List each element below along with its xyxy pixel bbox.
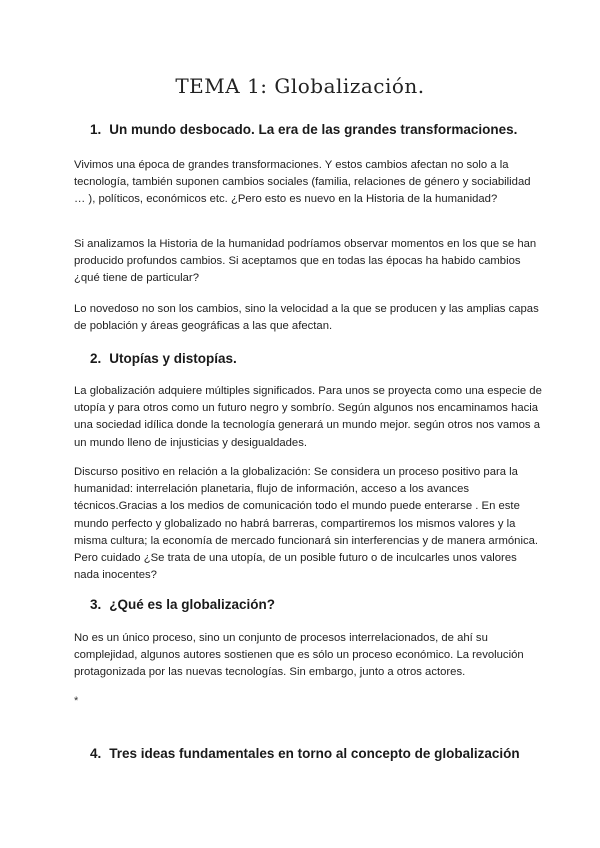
section-heading-1 (90, 122, 570, 137)
section-heading-3 (90, 597, 570, 612)
section-heading-2 (90, 351, 570, 366)
section-title: ¿Qué es la globalización? (109, 597, 276, 612)
paragraph: No es un único proceso, sino un conjunto de procesos interrelacionados, de ahí su complejidad, algunos autores sostienen que es sólo un proceso económico. La revolución protagonizada por las nuevas tecnologías. Sin embargo, junto a otros actores. (74, 632, 524, 679)
paragraph: Discurso positivo en relación a la globalización: Se considera un proceso positivo para la humanidad: interrelación planetaria, flujo de información, acceso a los avances técnicos.Gracias a los medios de comunicación todo el mundo puede enterarse . En este mundo perfecto y globalizado no habrá barreras, compartiremos los mismos valores y la misma cultura; la economía de mercado funcionará sin interferencias y de manera armónica. Pero cuidado ¿Se trata de una utopía, de un posible futuro o de inculcarles unos valores nada inocentes? (74, 466, 539, 582)
stray-mark: * (74, 695, 79, 707)
paragraph: La globalización adquiere múltiples significados. Para unos se proyecta como una especie de utopía y para otros como un futuro negro y sombrío. Según algunos nos encaminamos hacia una sociedad idílica donde la tecnología generará un mundo mejor. según otros nos vamos a un mundo lleno de injusticias y desigualdades. (74, 385, 542, 449)
paragraph: Lo novedoso no son los cambios, sino la velocidad a la que se producen y las amplias capas de población y áreas geográficas a las que afectan. (74, 303, 539, 333)
section-number: 2. (90, 351, 102, 366)
section-number: 4. (90, 746, 102, 761)
section-number: 1. (90, 122, 102, 137)
paragraph: Si analizamos la Historia de la humanidad podríamos observar momentos en los que se han producido profundos cambios. Si aceptamos que en todas las épocas ha habido cambios ¿qué tiene de particular? (74, 238, 537, 285)
section-title: Un mundo desbocado. La era de las grandes transformaciones. (109, 122, 518, 137)
section-number: 3. (90, 597, 102, 612)
paragraph: Vivimos una época de grandes transformaciones. Y estos cambios afectan no solo a la tecnología, también suponen cambios sociales (familia, relaciones de género y sociabilidad … ), políticos, económicos etc. ¿Pero esto es nuevo en la Historia de la humanidad? (74, 159, 531, 206)
section-title: Tres ideas fundamentales en torno al concepto de globalización (109, 746, 520, 761)
section-heading-4 (90, 746, 570, 761)
section-title: Utopías y distopías. (109, 351, 237, 366)
page-title: TEMA 1: Globalización. (175, 74, 425, 98)
